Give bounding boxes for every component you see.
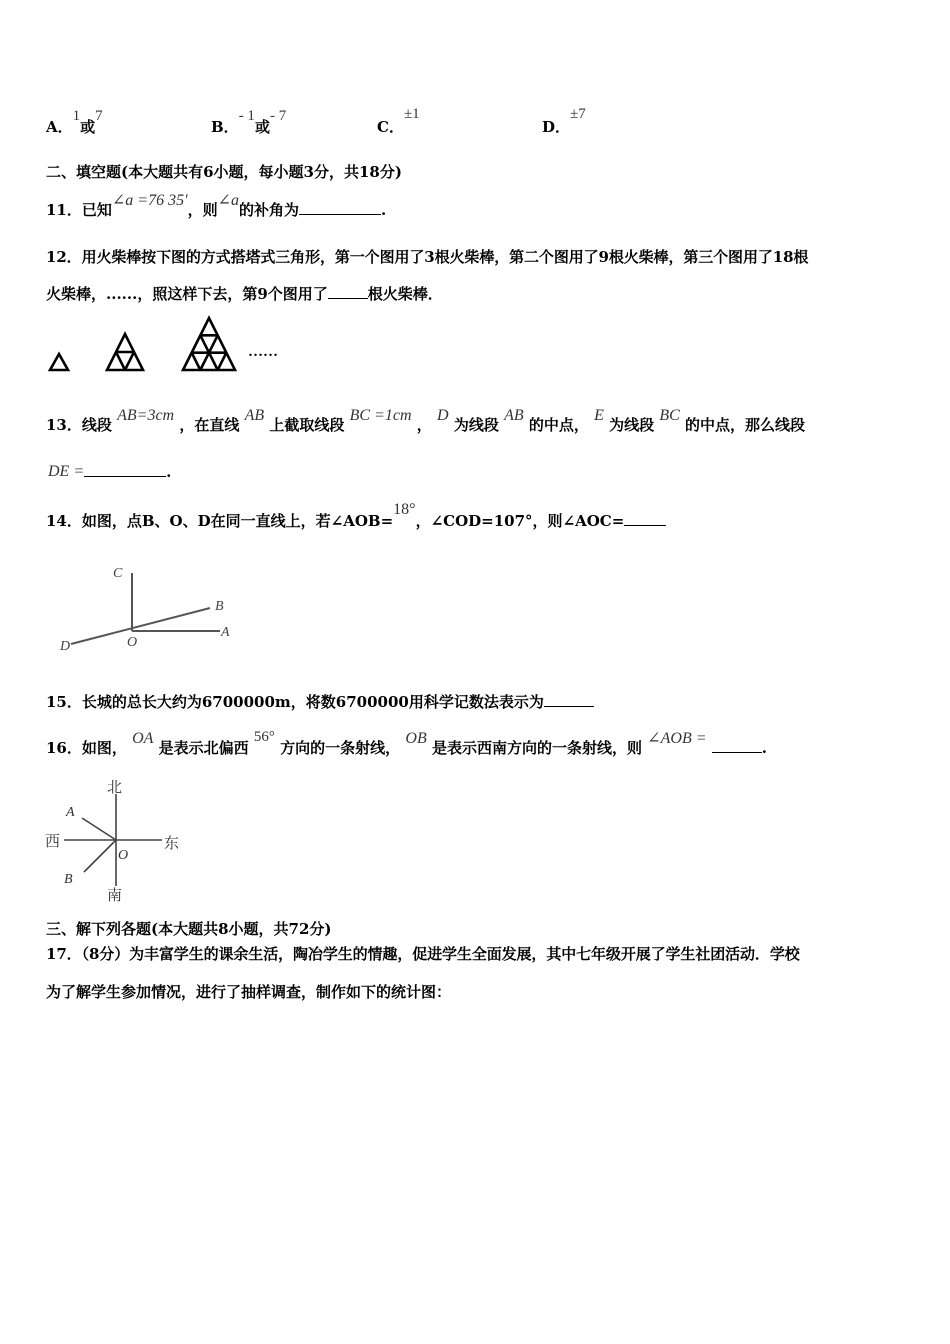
question-14: 14．如图，点B、O、D在同一直线上，若∠AOB=18°，∠COD=107°，则∠AOC= xyxy=(46,510,666,531)
answer-blank[interactable] xyxy=(328,284,368,299)
question-12-line1: 12．用火柴棒按下图的方式搭塔式三角形，第一个图用了3根火柴棒，第二个图用了9根火柴棒，第三个图用了18根 xyxy=(46,248,809,266)
answer-blank[interactable] xyxy=(84,462,166,477)
label-d: D xyxy=(60,639,71,654)
label-o: O xyxy=(127,635,138,650)
label-b: B xyxy=(64,872,73,887)
line-db xyxy=(71,608,210,644)
label-east: 东 xyxy=(164,836,180,852)
label-south: 南 xyxy=(107,888,123,902)
answer-blank[interactable] xyxy=(299,200,381,215)
question-11: 11．已知∠a =76 35′，则∠a的补角为 . xyxy=(46,192,387,219)
question-17-line2: 为了解学生参加情况，进行了抽样调查，制作如下的统计图： xyxy=(46,983,452,1001)
angle-figure-14 xyxy=(55,558,245,658)
triangle-figure-1 xyxy=(50,354,68,370)
option-b: B．- 1或- 7 xyxy=(211,108,287,136)
section2-heading: 二、填空题(本大题共有6小题，每小题3分，共18分) xyxy=(46,163,402,181)
question-13-answer: DE = . xyxy=(48,463,172,481)
label-a: A xyxy=(221,625,230,640)
question-16: 16．如图， OA 是表示北偏西 56° 方向的一条射线， OB 是表示西南方向的一条射线，则 ∠AOB = . xyxy=(46,729,767,757)
ray-oa xyxy=(82,818,116,840)
question-15: 15．长城的总长大约为6700000m，将数6700000用科学记数法表示为 xyxy=(46,691,594,712)
answer-blank[interactable] xyxy=(624,511,666,526)
matchstick-triangles-figure xyxy=(44,312,294,376)
option-d: D．±7 xyxy=(542,106,586,136)
label-b: B xyxy=(215,599,224,614)
option-c: C．±1 xyxy=(377,106,420,136)
continuation-dots: …… xyxy=(248,344,278,360)
question-13: 13．线段 AB=3cm ，在直线 AB 上截取线段 BC =1cm ， D 为线段 AB 的中点， E 为线段 BC 的中点，那么线段 xyxy=(46,407,806,434)
answer-blank[interactable] xyxy=(712,738,762,753)
option-a: A．1或7 xyxy=(46,108,103,136)
triangle-figure-3 xyxy=(183,318,235,370)
question-12-line2: 火柴棒，......，照这样下去，第9个图用了 根火柴棒． xyxy=(46,285,443,303)
section3-heading: 三、解下列各题(本大题共8小题，共72分) xyxy=(46,920,332,938)
label-c: C xyxy=(113,566,123,581)
question-17-line1: 17．（8分）为丰富学生的课余生活，陶冶学生的情趣，促进学生全面发展，其中七年级开展了学生社团活动．学校 xyxy=(46,945,800,963)
triangle-figure-2 xyxy=(107,334,143,370)
label-north: 北 xyxy=(107,780,123,796)
answer-blank[interactable] xyxy=(544,692,594,707)
ray-ob xyxy=(84,840,116,872)
label-o: O xyxy=(118,848,129,863)
compass-figure-16 xyxy=(44,776,194,902)
label-a: A xyxy=(66,805,75,820)
label-west: 西 xyxy=(45,834,61,850)
